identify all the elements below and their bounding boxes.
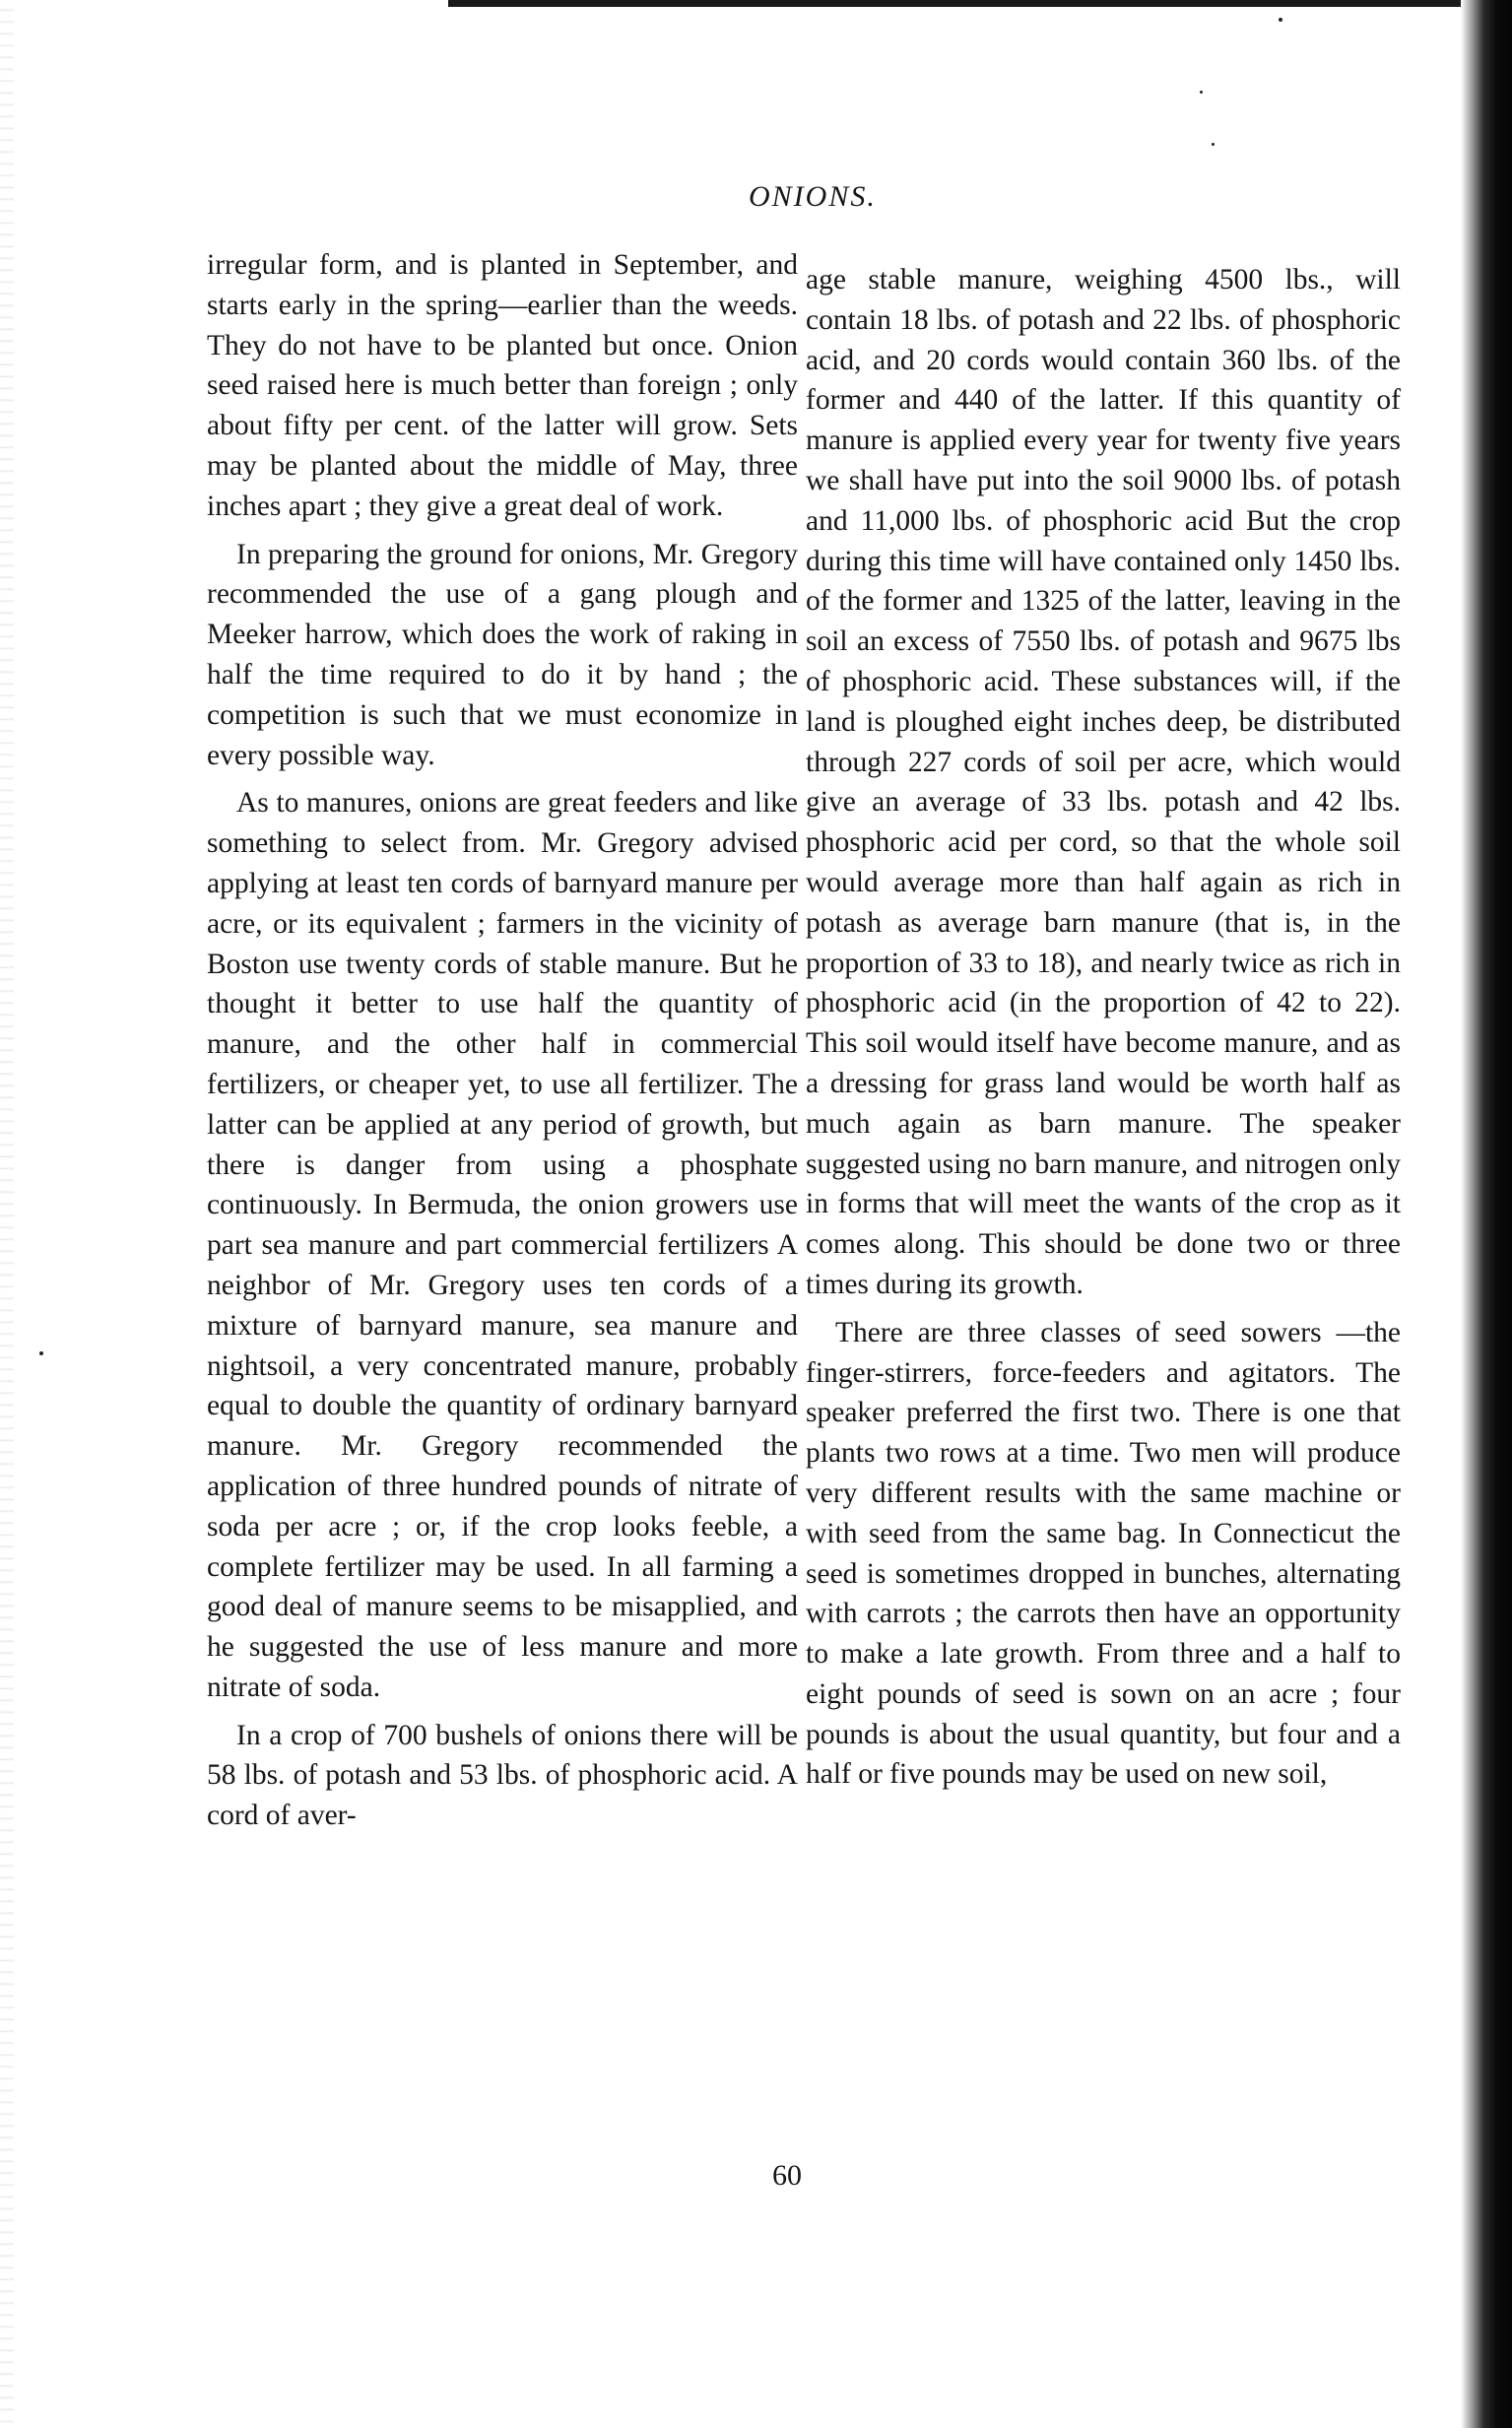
scan-speck [39,1351,43,1355]
text-column-left [207,245,798,1836]
paragraph: irregular form, and is planted in September, and starts early in the spring—earlier than the weeds. They do not have to be planted but once. Onion seed raised here is much better than foreign ; only about fifty per cent. of the latter will grow. Sets may be planted about the middle of May, three inches apart ; they give a great deal of work. [207,249,798,522]
running-head: ONIONS. [749,180,877,213]
scan-spine-shadow [1461,0,1512,2428]
scan-speck [1279,18,1282,22]
page-number: 60 [772,2159,802,2192]
paragraph: age stable manure, weighing 4500 lbs., will contain 18 lbs. of potash and 22 lbs. of phosphoric acid, and 20 cords would contain 360 lbs. of the former and 440 of the latter. If this quantity of manure is applied every year for twenty five years we shall have put into the soil 9000 lbs. of potash and 11,000 lbs. of phosphoric acid But the crop during this time will have contained only 1450 lbs. of the former and 1325 of the latter, leaving in the soil an excess of 7550 lbs. of potash and 9675 lbs of phosphoric acid. These substances will, if the land is ploughed eight inches deep, be distributed through 227 cords of soil per acre, which would give an average of 33 lbs. potash and 42 lbs. phosphoric acid per cord, so that the whole soil would average more than half again as rich in potash as average barn manure (that is, in the proportion of 33 to 18), and nearly twice as rich in phosphoric acid (in the proportion of 42 to 22). This soil would itself have become manure, and as a dressing for grass land would be worth half as much again as barn manure. The speaker suggested using no barn manure, and nitrogen only in forms that will meet the wants of the crop as it comes along. This should be done two or three times during its growth. [806,264,1401,1300]
paragraph: As to manures, onions are great feeders and like something to select from. Mr. Gregory advised applying at least ten cords of barnyard manure per acre, or its equivalent ; farmers in the vicinity of Boston use twenty cords of stable manure. But he thought it better to use half the quantity of manure, and the other half in commercial fertilizers, or cheaper yet, to use all fertilizer. The latter can be applied at any period of growth, but there is danger from using a phosphate continuously. In Bermuda, the onion growers use part sea manure and part commercial fertilizers A neighbor of Mr. Gregory uses ten cords of a mixture of barnyard manure, sea manure and nightsoil, a very concentrated manure, probably equal to double the quantity of ordinary barnyard manure. Mr. Gregory recommended the application of three hundred pounds of nitrate of soda per acre ; or, if the crop looks feeble, a complete fertilizer may be used. In all farming a good deal of manure seems to be misapplied, and he suggested the use of less manure and more nitrate of soda. [207,787,798,1703]
scan-left-margin-artifact [0,0,14,2428]
scan-speck [1200,91,1203,94]
scan-speck [1212,143,1215,146]
paragraph: In a crop of 700 bushels of onions there will be 58 lbs. of potash and 53 lbs. of phosphoric acid. A cord of aver- [207,1719,798,1832]
paragraph: There are three classes of seed sowers —the finger-stirrers, force-feeders and agitators. The speaker preferred the first two. There is one that plants two rows at a time. Two men will produce very different results with the same machine or with seed from the same bag. In Connecticut the seed is sometimes dropped in bunches, alternating with carrots ; the carrots then have an opportunity to make a late growth. From three and a half to eight pounds of seed is sown on an acre ; four pounds is about the usual quantity, but four and a half or five pounds may be used on new soil, [806,1316,1401,1791]
scan-top-edge [448,0,1463,7]
paragraph: In preparing the ground for onions, Mr. Gregory recommended the use of a gang plough and Meeker harrow, which does the work of raking in half the time required to do it by hand ; the competition is such that we must economize in every possible way. [207,538,798,771]
text-column-right [806,260,1401,1795]
